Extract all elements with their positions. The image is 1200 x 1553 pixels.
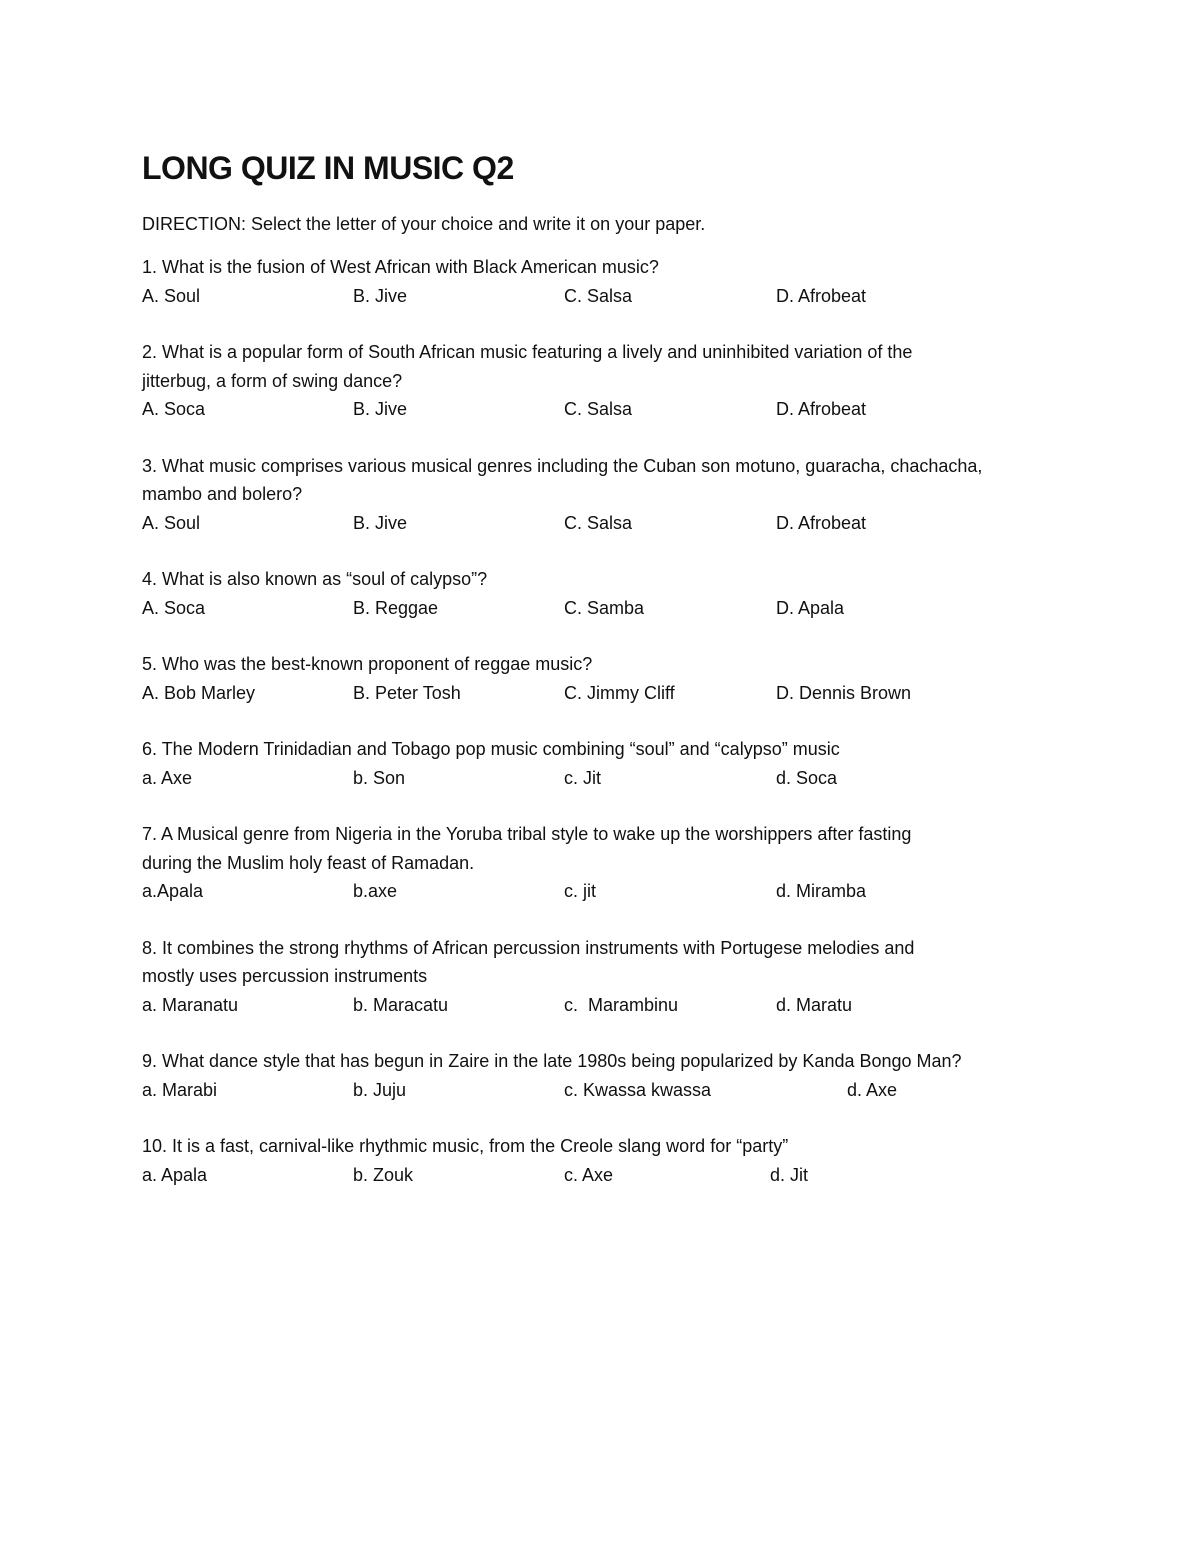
- answer-options: [142, 509, 1082, 538]
- answer-options: [142, 764, 1082, 793]
- option-b: B. Jive: [353, 512, 408, 533]
- option-c: c. Jit: [564, 767, 602, 788]
- option-a: a.Apala: [142, 881, 204, 901]
- option-b: b. Son: [353, 767, 406, 788]
- option-b: b. Maracatu: [353, 994, 449, 1015]
- option-a: A. Soul: [142, 285, 201, 306]
- option-a: A. Soca: [142, 597, 206, 618]
- question-4: [142, 565, 1082, 622]
- option-b: B. Jive: [353, 285, 408, 306]
- question-1: [142, 253, 1082, 310]
- answer-options: [142, 282, 1082, 311]
- question-text: 9. What dance style that has begun in Zaire in the late 1980s being popularized by Kanda Bongo Man?: [142, 1051, 962, 1071]
- answer-options: [142, 1161, 1082, 1190]
- option-b: b. Zouk: [353, 1164, 414, 1185]
- question-text: 1. What is the fusion of West African with Black American music?: [142, 257, 659, 277]
- question-text: 3. What music comprises various musical genres including the Cuban son motuno, guaracha, chachacha,: [142, 455, 983, 476]
- question-text-continued: during the Muslim holy feast of Ramadan.: [142, 852, 475, 873]
- option-d: d. Miramba: [776, 881, 867, 901]
- question-text-continued: mostly uses percussion instruments: [142, 966, 428, 986]
- option-a: A. Bob Marley: [142, 682, 256, 703]
- option-b: B. Reggae: [353, 597, 439, 618]
- option-d: D. Afrobeat: [776, 512, 867, 533]
- option-d: d. Jit: [770, 1164, 809, 1185]
- option-c: C. Samba: [564, 597, 645, 618]
- question-9: [142, 1047, 1082, 1104]
- option-a: A. Soul: [142, 512, 201, 533]
- option-d: D. Afrobeat: [776, 399, 867, 419]
- option-a: A. Soca: [142, 399, 206, 419]
- option-a: a. Axe: [142, 767, 193, 788]
- option-c: C. Salsa: [564, 285, 633, 306]
- option-d: D. Dennis Brown: [776, 682, 912, 703]
- answer-options: [142, 1076, 1082, 1105]
- option-b: B. Peter Tosh: [353, 682, 461, 703]
- option-a: a. Maranatu: [142, 994, 239, 1015]
- question-6: [142, 735, 1082, 792]
- option-c: c. Kwassa kwassa: [564, 1079, 712, 1100]
- option-b: b.axe: [353, 881, 398, 901]
- quiz-content: [142, 146, 1082, 1189]
- question-text: 6. The Modern Trinidadian and Tobago pop music combining “soul” and “calypso” music: [142, 739, 840, 759]
- answer-options: [142, 395, 1082, 424]
- answer-options: [142, 679, 1082, 708]
- option-d: D. Afrobeat: [776, 285, 867, 306]
- question-text: 8. It combines the strong rhythms of African percussion instruments with Portugese melodies and: [142, 937, 915, 958]
- option-c: c. Axe: [564, 1164, 614, 1185]
- option-d: d. Soca: [776, 767, 838, 788]
- option-c: C. Salsa: [564, 399, 633, 419]
- answer-options: [142, 991, 1082, 1020]
- option-c: c. jit: [564, 881, 597, 901]
- question-8: [142, 934, 1082, 1020]
- option-a: a. Marabi: [142, 1079, 218, 1100]
- direction-text: DIRECTION: Select the letter of your choice and write it on your paper.: [142, 214, 706, 234]
- question-5: [142, 650, 1082, 707]
- option-d: d. Maratu: [776, 994, 853, 1015]
- option-b: b. Juju: [353, 1079, 407, 1100]
- option-b: B. Jive: [353, 399, 408, 419]
- question-text: 7. A Musical genre from Nigeria in the Yoruba tribal style to wake up the worshippers after fasting: [142, 824, 912, 844]
- question-10: [142, 1132, 1082, 1189]
- question-text-continued: jitterbug, a form of swing dance?: [142, 370, 403, 391]
- question-2: [142, 338, 1082, 424]
- option-d: D. Apala: [776, 597, 845, 618]
- question-text: 4. What is also known as “soul of calypso”?: [142, 569, 488, 589]
- option-c: C. Jimmy Cliff: [564, 682, 675, 703]
- option-c: c. Marambinu: [564, 994, 679, 1015]
- question-3: [142, 452, 1082, 538]
- option-c: C. Salsa: [564, 512, 633, 533]
- page-title: LONG QUIZ IN MUSIC Q2: [142, 150, 514, 186]
- question-7: [142, 820, 1082, 906]
- question-text-continued: mambo and bolero?: [142, 484, 303, 504]
- answer-options: [142, 594, 1082, 623]
- question-text: 10. It is a fast, carnival-like rhythmic music, from the Creole slang word for “party”: [142, 1136, 789, 1156]
- question-text: 5. Who was the best-known proponent of reggae music?: [142, 654, 593, 674]
- option-a: a. Apala: [142, 1164, 208, 1185]
- question-text: 2. What is a popular form of South African music featuring a lively and uninhibited variation of the: [142, 342, 913, 362]
- answer-options: [142, 877, 1082, 906]
- option-d: d. Axe: [847, 1079, 898, 1100]
